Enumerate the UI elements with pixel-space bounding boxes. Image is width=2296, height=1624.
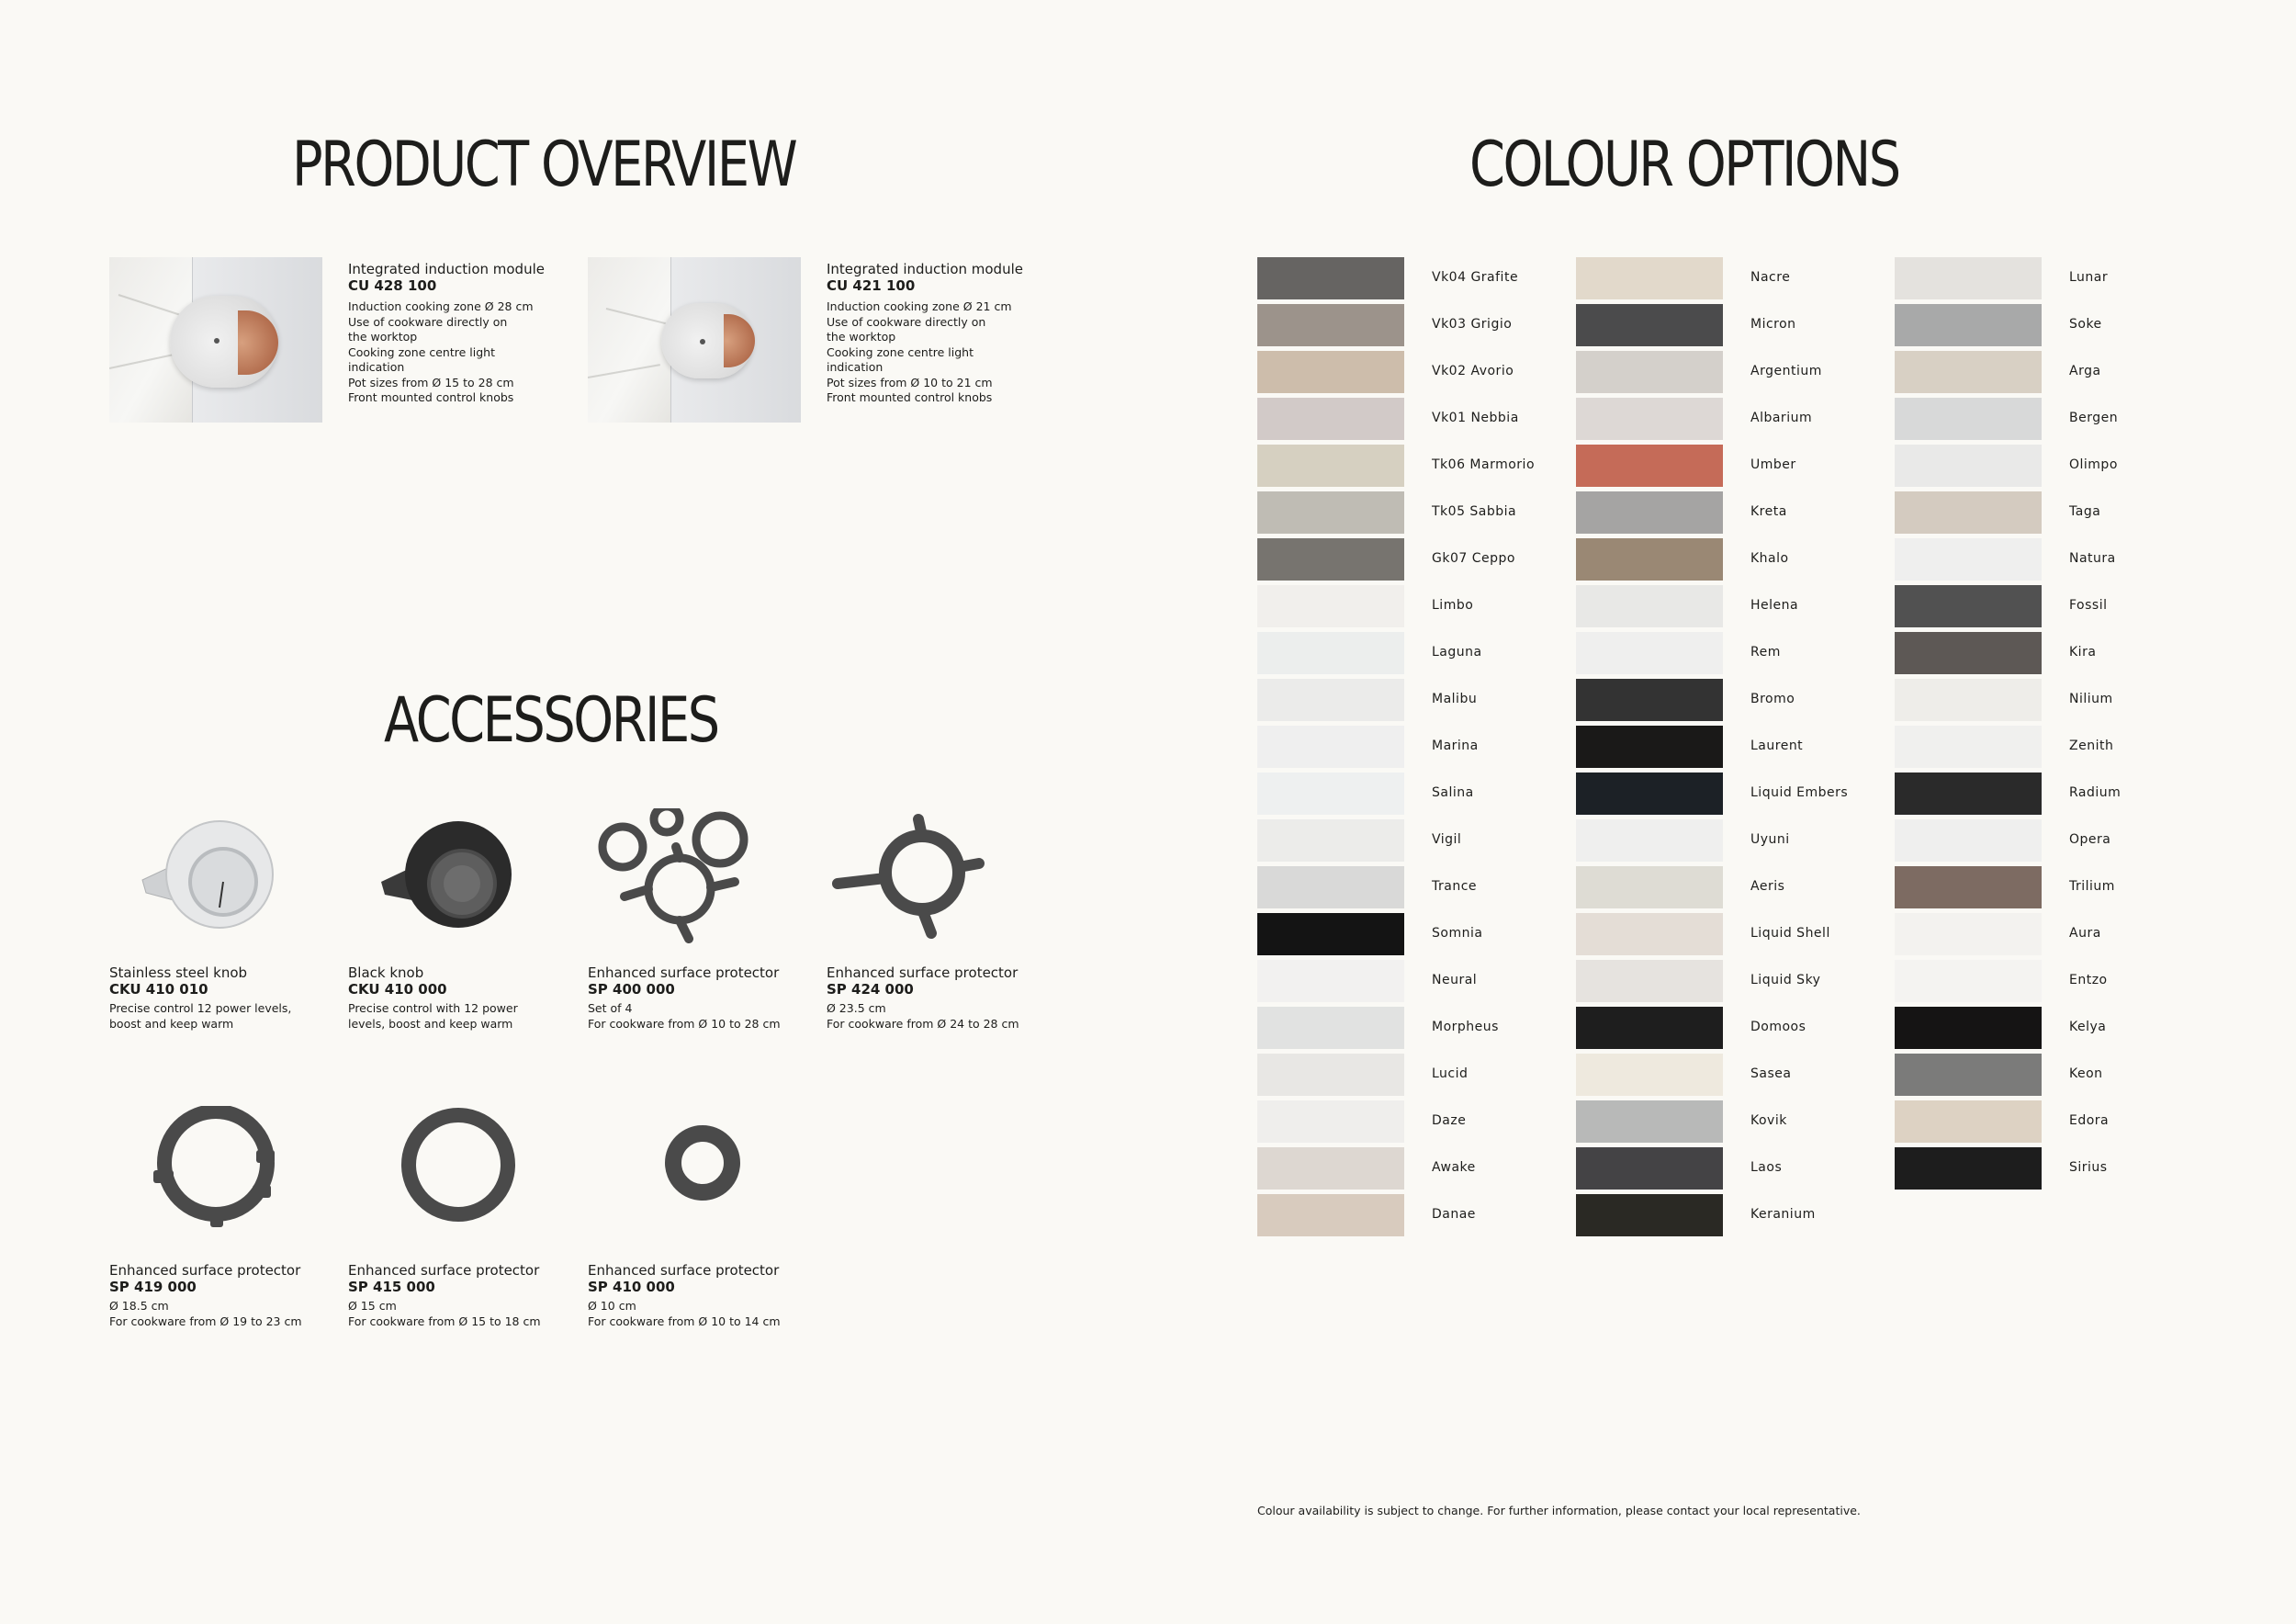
colour-swatch: [1895, 1054, 2042, 1096]
colour-name: Aura: [2069, 926, 2101, 941]
colour-swatch: [1895, 1007, 2042, 1049]
colour-name: Helena: [1750, 598, 1799, 613]
colour-name: Rem: [1750, 645, 1781, 660]
colour-swatch: [1257, 1194, 1404, 1236]
colour-name: Salina: [1432, 785, 1474, 800]
colour-swatch: [1257, 1007, 1404, 1049]
colour-swatch: [1576, 491, 1723, 534]
colour-name: Nilium: [2069, 692, 2113, 706]
colour-name: Vigil: [1432, 832, 1462, 847]
protector-ring-tabs-icon: [109, 1106, 293, 1262]
colour-name: Neural: [1432, 973, 1478, 987]
colour-name: Kovik: [1750, 1113, 1787, 1128]
colour-name: Liquid Shell: [1750, 926, 1830, 941]
colour-name: Albarium: [1750, 411, 1813, 425]
colour-swatch: [1257, 960, 1404, 1002]
accessory-sp410000: [588, 1106, 827, 1329]
induction-module-image: [588, 257, 801, 423]
accessory-description: Precise control with 12 power levels, boost and keep warm: [348, 1001, 518, 1031]
colour-name: Malibu: [1432, 692, 1478, 706]
colour-name: Trilium: [2069, 879, 2115, 894]
accessory-description: Ø 23.5 cm For cookware from Ø 24 to 28 cm: [827, 1001, 1019, 1031]
colour-name: Daze: [1432, 1113, 1467, 1128]
accessory-name: Enhanced surface protector: [348, 1262, 540, 1279]
colour-swatch: [1895, 398, 2042, 440]
accessory-code: SP 424 000: [827, 981, 914, 998]
colour-name: Radium: [2069, 785, 2122, 800]
protector-set-icon: [588, 808, 771, 964]
colour-name: Lucid: [1432, 1066, 1469, 1081]
colour-name: Micron: [1750, 317, 1796, 332]
colour-swatch: [1576, 1147, 1723, 1190]
product-description: Induction cooking zone Ø 21 cm Use of cookware directly on the worktop Cooking zone centre light indication Pot sizes from Ø 10 to 21 cm Front mounted control knobs: [827, 299, 1012, 404]
accessory-code: CKU 410 000: [348, 981, 447, 998]
colour-swatch: [1576, 1100, 1723, 1143]
colour-name: Laurent: [1750, 739, 1804, 753]
colour-name: Fossil: [2069, 598, 2108, 613]
colour-name: Lunar: [2069, 270, 2109, 285]
colour-swatch: [1257, 819, 1404, 862]
colour-swatch: [1257, 726, 1404, 768]
colour-swatch: [1257, 1147, 1404, 1190]
colour-swatch: [1576, 773, 1723, 815]
colour-name: Vk01 Nebbia: [1432, 411, 1519, 425]
colour-swatch: [1576, 679, 1723, 721]
colour-swatch: [1895, 538, 2042, 581]
colour-swatch: [1257, 1100, 1404, 1143]
accessory-code: CKU 410 010: [109, 981, 208, 998]
accessory-sp415000: [348, 1106, 587, 1329]
colour-name: Tk06 Marmorio: [1432, 457, 1536, 472]
colour-name: Vk02 Avorio: [1432, 364, 1514, 378]
colour-swatch: [1257, 585, 1404, 627]
colour-name: Bergen: [2069, 411, 2119, 425]
colour-swatch: [1576, 960, 1723, 1002]
colour-name: Zenith: [2069, 739, 2114, 753]
colour-name: Vk03 Grigio: [1432, 317, 1513, 332]
colour-swatch: [1257, 679, 1404, 721]
protector-cross-icon: [827, 808, 1010, 964]
colour-name: Arga: [2069, 364, 2101, 378]
colour-options-title: COLOUR OPTIONS: [1469, 129, 1899, 201]
colour-name: Umber: [1750, 457, 1796, 472]
product-name: Integrated induction module: [827, 261, 1023, 277]
colour-name: Tk05 Sabbia: [1432, 504, 1517, 519]
colour-name: Opera: [2069, 832, 2111, 847]
accessory-code: SP 410 000: [588, 1279, 675, 1295]
colour-name: Gk07 Ceppo: [1432, 551, 1515, 566]
colour-name: Nacre: [1750, 270, 1791, 285]
colour-name: Khalo: [1750, 551, 1789, 566]
colour-swatch: [1895, 491, 2042, 534]
colour-swatch: [1895, 1100, 2042, 1143]
protector-ring-icon: [348, 1106, 532, 1262]
colour-name: Kreta: [1750, 504, 1787, 519]
colour-name: Taga: [2069, 504, 2101, 519]
silver-knob-icon: [109, 808, 293, 964]
accessory-code: SP 415 000: [348, 1279, 435, 1295]
accessory-cku410000: [348, 808, 587, 1032]
accessories-title: ACCESSORIES: [384, 684, 718, 757]
colour-name: Sasea: [1750, 1066, 1792, 1081]
accessory-name: Black knob: [348, 964, 424, 981]
colour-swatch: [1576, 445, 1723, 487]
colour-name: Sirius: [2069, 1160, 2108, 1175]
colour-name: Natura: [2069, 551, 2116, 566]
colour-swatch: [1576, 913, 1723, 955]
colour-swatch: [1895, 679, 2042, 721]
product-description: Induction cooking zone Ø 28 cm Use of cookware directly on the worktop Cooking zone centre light indication Pot sizes from Ø 15 to 28 cm Front mounted control knobs: [348, 299, 534, 404]
colour-swatch: [1576, 257, 1723, 299]
colour-name: Soke: [2069, 317, 2102, 332]
colour-swatch: [1576, 1054, 1723, 1096]
colour-swatch: [1895, 1147, 2042, 1190]
accessory-description: Ø 10 cm For cookware from Ø 10 to 14 cm: [588, 1299, 781, 1328]
colour-swatch: [1576, 726, 1723, 768]
accessory-sp419000: [109, 1106, 348, 1329]
colour-swatch: [1257, 491, 1404, 534]
colour-swatch: [1576, 866, 1723, 908]
accessory-name: Enhanced surface protector: [588, 964, 780, 981]
colour-swatch: [1895, 913, 2042, 955]
colour-name: Edora: [2069, 1113, 2110, 1128]
colour-swatch: [1257, 445, 1404, 487]
colour-swatch: [1895, 445, 2042, 487]
colour-name: Kelya: [2069, 1020, 2107, 1034]
colour-name: Aeris: [1750, 879, 1785, 894]
product-name: Integrated induction module: [348, 261, 545, 277]
colour-swatch: [1895, 773, 2042, 815]
colour-name: Domoos: [1750, 1020, 1806, 1034]
colour-name: Argentium: [1750, 364, 1822, 378]
colour-name: Kira: [2069, 645, 2097, 660]
colour-availability-footnote: Colour availability is subject to change. For further information, please contact your local representative.: [1257, 1504, 1861, 1517]
colour-swatch: [1576, 585, 1723, 627]
colour-swatch: [1576, 1194, 1723, 1236]
colour-swatch: [1257, 257, 1404, 299]
accessory-sp400000: [588, 808, 827, 1032]
colour-name: Trance: [1432, 879, 1478, 894]
colour-name: Olimpo: [2069, 457, 2118, 472]
colour-swatch: [1257, 913, 1404, 955]
accessory-code: SP 419 000: [109, 1279, 197, 1295]
induction-module-image: [109, 257, 322, 423]
accessory-description: Precise control 12 power levels, boost and keep warm: [109, 1001, 292, 1031]
colour-name: Morpheus: [1432, 1020, 1499, 1034]
colour-name: Bromo: [1750, 692, 1795, 706]
colour-name: Laguna: [1432, 645, 1482, 660]
colour-swatch: [1895, 632, 2042, 674]
colour-name: Marina: [1432, 739, 1479, 753]
product-code: CU 421 100: [827, 277, 916, 294]
colour-swatch: [1257, 632, 1404, 674]
colour-swatch: [1257, 538, 1404, 581]
protector-small-ring-icon: [588, 1106, 771, 1262]
colour-name: Entzo: [2069, 973, 2108, 987]
colour-swatch: [1257, 866, 1404, 908]
black-knob-icon: [348, 808, 532, 964]
accessory-name: Enhanced surface protector: [588, 1262, 780, 1279]
colour-swatch: [1895, 726, 2042, 768]
colour-name: Keon: [2069, 1066, 2103, 1081]
colour-swatch: [1576, 398, 1723, 440]
colour-swatch: [1576, 304, 1723, 346]
colour-swatch: [1576, 819, 1723, 862]
colour-swatch: [1576, 1007, 1723, 1049]
colour-swatch: [1257, 773, 1404, 815]
colour-swatch: [1257, 398, 1404, 440]
colour-name: Liquid Embers: [1750, 785, 1849, 800]
accessory-description: Set of 4 For cookware from Ø 10 to 28 cm: [588, 1001, 781, 1031]
colour-swatch: [1895, 257, 2042, 299]
colour-swatch: [1576, 538, 1723, 581]
colour-name: Uyuni: [1750, 832, 1790, 847]
product-card-cu421100: [588, 257, 1065, 423]
accessory-cku410010: [109, 808, 348, 1032]
accessory-description: Ø 15 cm For cookware from Ø 15 to 18 cm: [348, 1299, 541, 1328]
colour-swatch: [1257, 351, 1404, 393]
colour-name: Liquid Sky: [1750, 973, 1821, 987]
accessory-description: Ø 18.5 cm For cookware from Ø 19 to 23 cm: [109, 1299, 302, 1328]
colour-name: Awake: [1432, 1160, 1476, 1175]
colour-swatch: [1576, 632, 1723, 674]
colour-name: Limbo: [1432, 598, 1474, 613]
colour-name: Somnia: [1432, 926, 1483, 941]
accessory-sp424000: [827, 808, 1065, 1032]
colour-name: Danae: [1432, 1207, 1476, 1222]
colour-swatch: [1895, 960, 2042, 1002]
accessory-code: SP 400 000: [588, 981, 675, 998]
colour-name: Vk04 Grafite: [1432, 270, 1519, 285]
colour-swatch: [1576, 351, 1723, 393]
accessory-name: Stainless steel knob: [109, 964, 248, 981]
colour-swatch: [1895, 351, 2042, 393]
colour-swatch: [1895, 585, 2042, 627]
accessory-name: Enhanced surface protector: [827, 964, 1019, 981]
colour-swatch: [1895, 304, 2042, 346]
colour-name: Laos: [1750, 1160, 1783, 1175]
accessory-name: Enhanced surface protector: [109, 1262, 301, 1279]
colour-swatch: [1895, 866, 2042, 908]
colour-name: Keranium: [1750, 1207, 1816, 1222]
colour-swatch: [1257, 304, 1404, 346]
colour-swatch: [1895, 819, 2042, 862]
product-overview-title: PRODUCT OVERVIEW: [292, 129, 796, 201]
product-code: CU 428 100: [348, 277, 437, 294]
product-card-cu428100: [109, 257, 587, 423]
colour-swatch: [1257, 1054, 1404, 1096]
